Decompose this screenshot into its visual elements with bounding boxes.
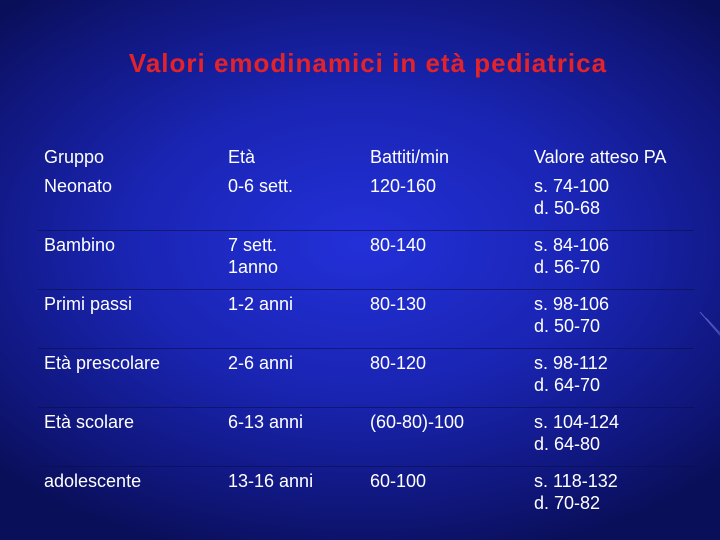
cell-age xyxy=(222,231,364,290)
pa-systolic: s. 98-106 xyxy=(534,294,610,314)
age-line: 2-6 anni xyxy=(228,353,294,373)
cell-age xyxy=(222,290,364,349)
pa-systolic: s. 74-100 xyxy=(534,176,610,196)
age-line: 0-6 sett. xyxy=(228,176,294,196)
pa-diastolic: d. 64-80 xyxy=(534,434,601,454)
cell-bpm: 80-140 xyxy=(364,231,528,290)
pa-systolic: s. 98-112 xyxy=(534,353,608,373)
cell-group: Primi passi xyxy=(38,290,222,349)
cell-pa xyxy=(528,467,694,526)
pa-systolic: s. 84-106 xyxy=(534,235,610,255)
cell-pa xyxy=(528,172,694,231)
header-pa: Valore atteso PA xyxy=(534,147,667,167)
cell-pa xyxy=(528,290,694,349)
table-row xyxy=(38,231,694,290)
pa-diastolic: d. 50-70 xyxy=(534,316,601,336)
cell-group: Bambino xyxy=(38,231,222,290)
cell-bpm: 120-160 xyxy=(364,172,528,231)
cell-group: adolescente xyxy=(44,471,142,491)
cell-bpm: 80-120 xyxy=(364,349,528,408)
cell-age xyxy=(222,349,364,408)
pa-diastolic: d. 56-70 xyxy=(534,257,601,277)
age-line: 6-13 anni xyxy=(228,412,304,432)
cell-age xyxy=(222,408,364,467)
cell-group: Età scolare xyxy=(38,408,222,467)
hemodynamic-table xyxy=(38,140,694,525)
age-line: 13-16 anni xyxy=(228,471,314,491)
table-row xyxy=(38,408,694,467)
cell-age xyxy=(222,172,364,231)
age-line: 1anno xyxy=(228,257,279,277)
cell-group: Età prescolare xyxy=(38,349,222,408)
pa-diastolic: d. 64-70 xyxy=(534,375,601,395)
pa-diastolic: d. 70-82 xyxy=(534,493,601,513)
cell-bpm: 60-100 xyxy=(370,471,427,491)
cell-group: Neonato xyxy=(38,172,222,231)
cell-age xyxy=(222,467,364,526)
header-battiti: Battiti/min xyxy=(370,147,450,167)
table-row xyxy=(38,349,694,408)
table-row xyxy=(38,172,694,231)
age-line: 1-2 anni xyxy=(228,294,294,314)
cell-bpm: (60-80)-100 xyxy=(364,408,528,467)
cell-pa xyxy=(528,231,694,290)
header-eta: Età xyxy=(228,147,256,167)
cell-bpm: 80-130 xyxy=(364,290,528,349)
table-header-row xyxy=(38,140,694,172)
table-row xyxy=(38,290,694,349)
pa-systolic: s. 118-132 xyxy=(534,471,618,491)
pa-diastolic: d. 50-68 xyxy=(534,198,601,218)
cell-pa xyxy=(528,408,694,467)
age-line: 7 sett. xyxy=(228,235,278,255)
slide-title: Valori emodinamici in età pediatrica xyxy=(128,48,608,78)
table-row xyxy=(38,467,694,526)
pa-systolic: s. 104-124 xyxy=(534,412,620,432)
header-gruppo: Gruppo xyxy=(44,147,105,167)
cell-pa xyxy=(528,349,694,408)
